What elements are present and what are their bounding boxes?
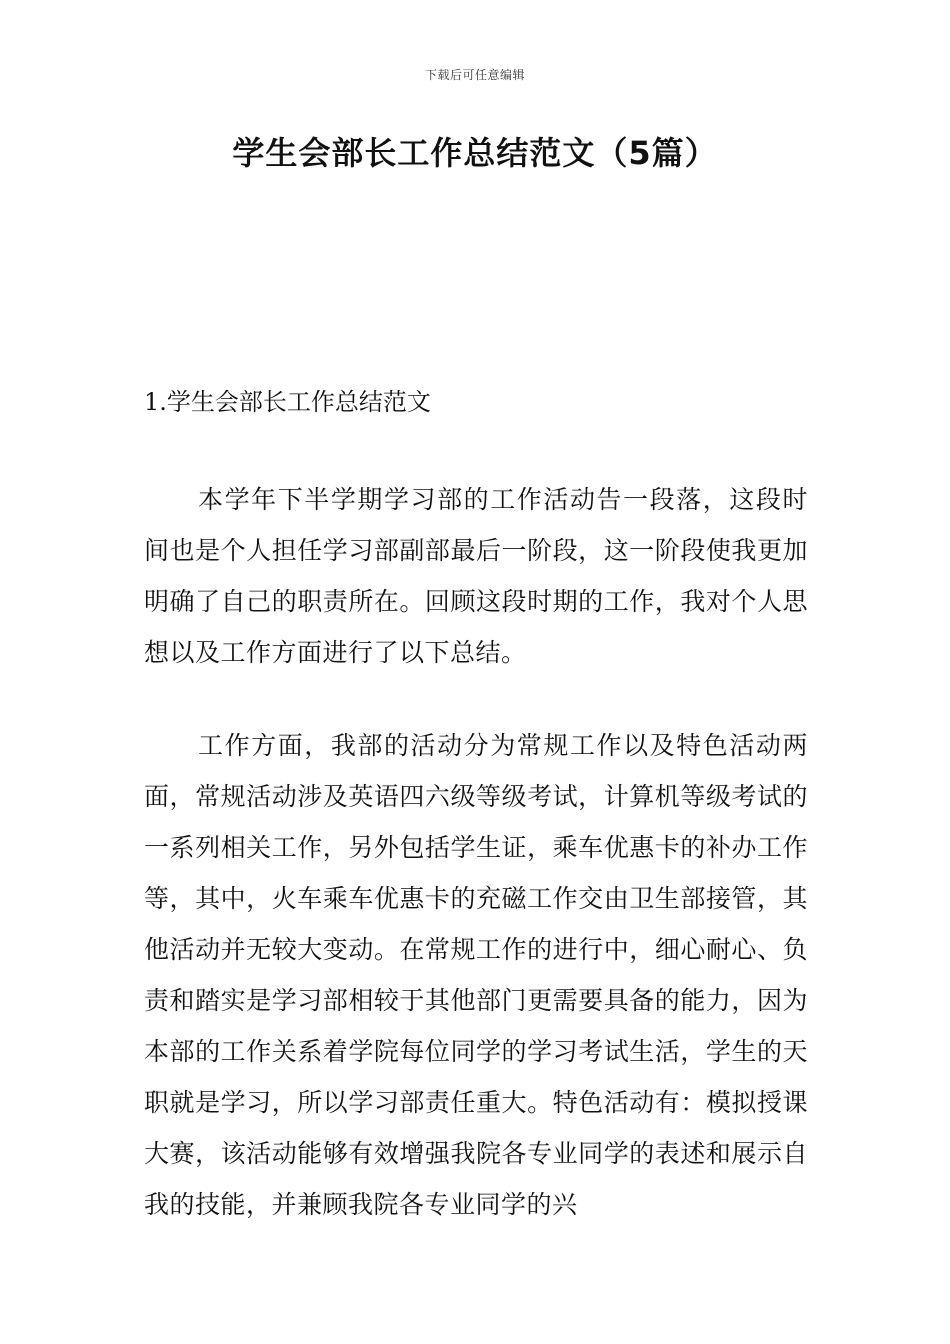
body-paragraph: 本学年下半学期学习部的工作活动告一段落，这段时间也是个人担任学习部副部最后一阶段，这一阶段使我更加明确了自己的职责所在。回顾这段时期的工作，我对个人思想以及工作方面进行了以下总结。 [144, 485, 808, 667]
header-note: 下载后可任意编辑 [424, 68, 525, 82]
body-paragraph: 工作方面，我部的活动分为常规工作以及特色活动两面，常规活动涉及英语四六级等级考试，计算机等级考试的一系列相关工作，另外包括学生证，乘车优惠卡的补办工作等，其中，火车乘车优惠卡的充磁工作交由卫生部接管，其他活动并无较大变动。在常规工作的进行中，细心耐心、负责和踏实是学习部相较于其他部门更需要具备的能力，因为本部的工作关系着学院每位同学的学习考试生活，学生的天职就是学习，所以学习部责任重大。特色活动有：模拟授课大赛，该活动能够有效增强我院各专业同学的表述和展示自我的技能，并兼顾我院各专业同学的兴 [144, 731, 808, 1219]
document-title: 学生会部长工作总结范文（5篇） [232, 134, 718, 172]
section-heading: 1.学生会部长工作总结范文 [144, 388, 431, 416]
